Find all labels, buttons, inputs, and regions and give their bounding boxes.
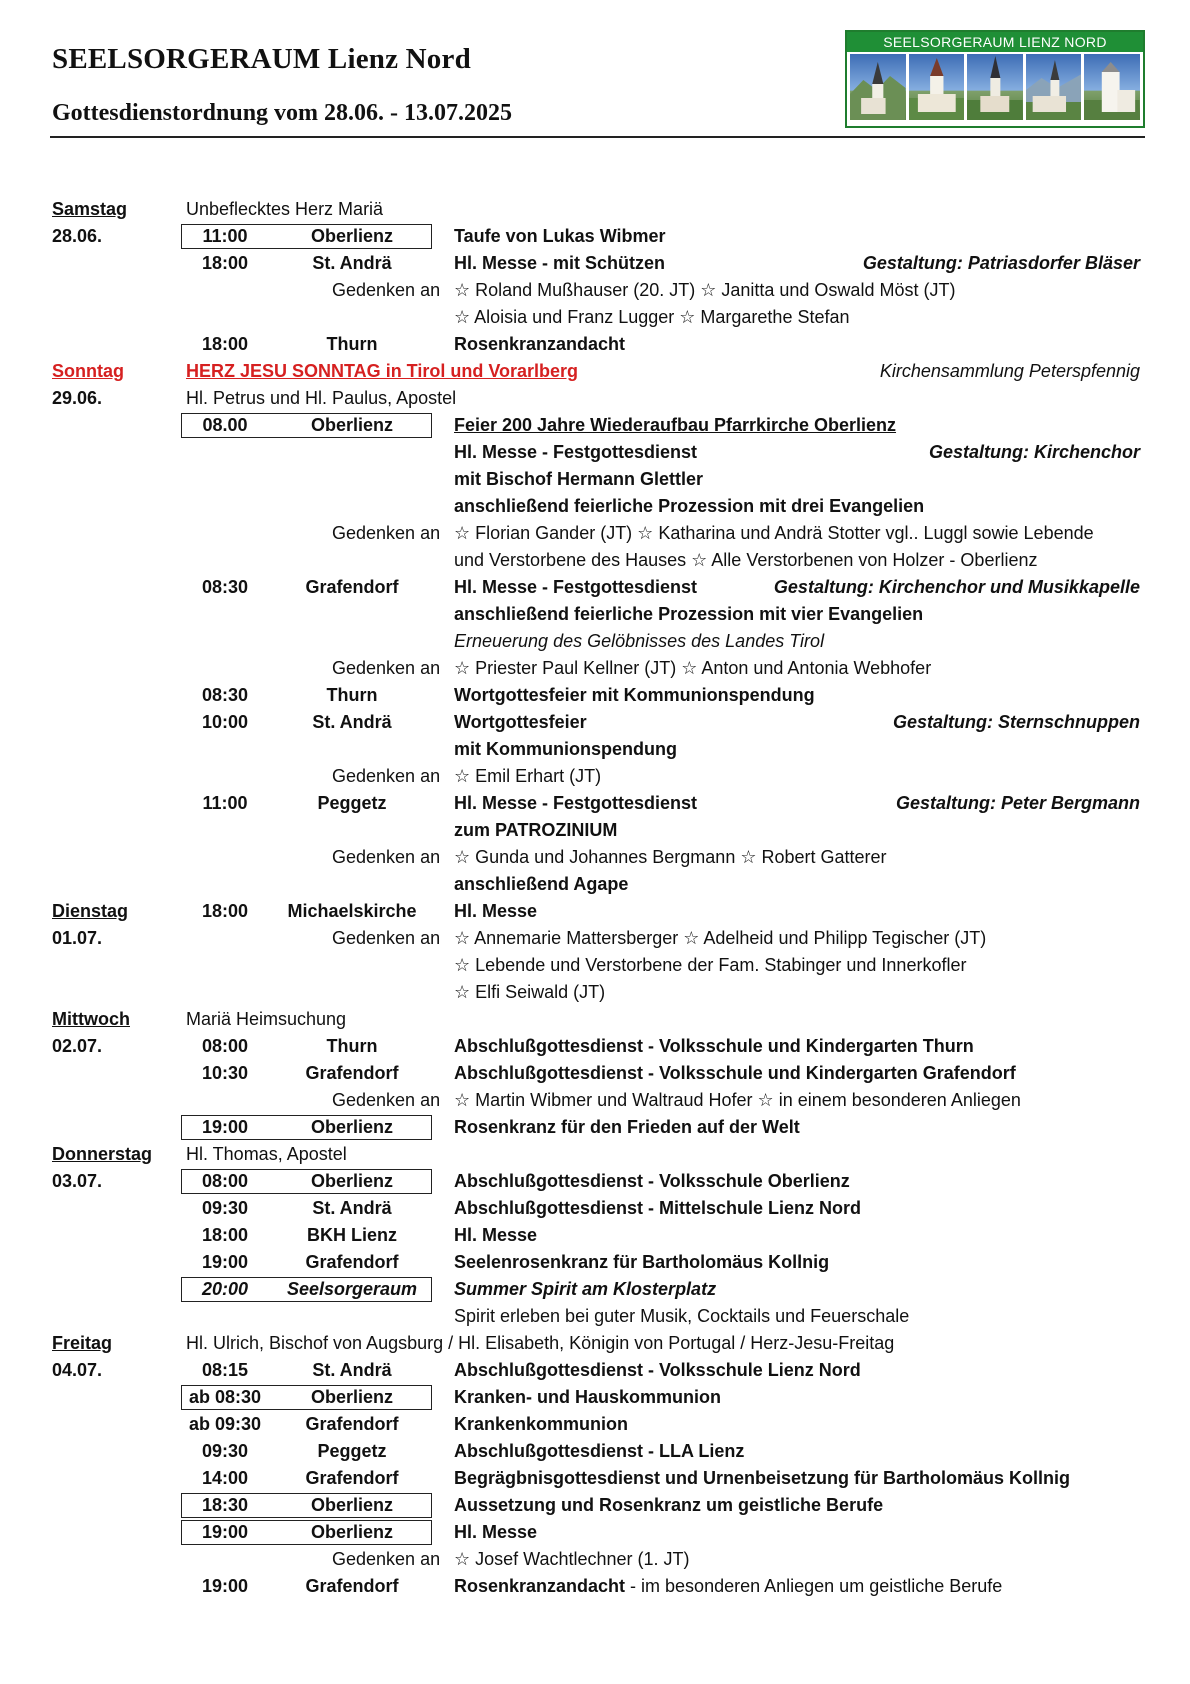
service-event: zum PATROZINIUM bbox=[454, 820, 618, 840]
service-time: 08:30 bbox=[201, 577, 249, 597]
gedenken-label: Gedenken an bbox=[332, 658, 441, 678]
day-date: 01.07. bbox=[52, 928, 103, 948]
day-name: Donnerstag bbox=[52, 1144, 153, 1164]
schedule-row bbox=[0, 979, 1190, 1006]
schedule-row bbox=[0, 1492, 1190, 1519]
gedenken-label: Gedenken an bbox=[332, 523, 441, 543]
service-time: 18:00 bbox=[201, 1225, 249, 1245]
schedule-row bbox=[0, 1222, 1190, 1249]
service-music: Gestaltung: Kirchenchor bbox=[928, 442, 1140, 462]
service-time: 08:30 bbox=[201, 685, 249, 705]
service-place: Thurn bbox=[326, 334, 378, 354]
service-event bbox=[454, 1573, 1002, 1600]
service-music: Gestaltung: Patriasdorfer Bläser bbox=[862, 253, 1140, 273]
schedule-row bbox=[0, 277, 1190, 304]
gedenken-names: ☆ Emil Erhart (JT) bbox=[454, 766, 602, 786]
schedule-row bbox=[0, 1006, 1190, 1033]
feast-day: Hl. Ulrich, Bischof von Augsburg / Hl. Elisabeth, Königin von Portugal / Herz-Jesu-Freitag bbox=[186, 1333, 895, 1353]
schedule-row bbox=[0, 871, 1190, 898]
service-event: Hl. Messe - Festgottesdienst bbox=[454, 793, 698, 813]
gedenken-names: ☆ Florian Gander (JT) ☆ Katharina und Andrä Stotter vgl.. Luggl sowie Lebende bbox=[454, 523, 1094, 543]
schedule-row bbox=[0, 1330, 1190, 1357]
gedenken-names: und Verstorbene des Hauses ☆ Alle Verstorbenen von Holzer - Oberlienz bbox=[454, 550, 1038, 570]
schedule-row bbox=[0, 925, 1190, 952]
document-subtitle: Gottesdienstordnung vom 28.06. - 13.07.2025 bbox=[52, 100, 513, 126]
schedule-row bbox=[0, 682, 1190, 709]
gedenken-names: ☆ Gunda und Johannes Bergmann ☆ Robert Gatterer bbox=[454, 847, 887, 867]
service-music: Gestaltung: Kirchenchor und Musikkapelle bbox=[773, 577, 1140, 597]
service-place: St. Andrä bbox=[312, 253, 392, 273]
service-event: Hl. Messe bbox=[454, 1522, 538, 1542]
service-event: anschließend feierliche Prozession mit drei Evangelien bbox=[454, 496, 925, 516]
service-time: 08:00 bbox=[201, 1036, 249, 1056]
service-music: Gestaltung: Peter Bergmann bbox=[895, 793, 1140, 813]
service-event: Aussetzung und Rosenkranz um geistliche Berufe bbox=[454, 1495, 884, 1515]
service-event: anschließend feierliche Prozession mit vier Evangelien bbox=[454, 604, 924, 624]
day-date: 28.06. bbox=[52, 226, 103, 246]
service-time: 09:30 bbox=[201, 1198, 249, 1218]
service-time: 11:00 bbox=[202, 793, 248, 813]
gedenken-names: ☆ Elfi Seiwald (JT) bbox=[454, 982, 606, 1002]
service-time: 20:00 bbox=[201, 1279, 249, 1299]
service-event: Abschlußgottesdienst - Volksschule Lienz Nord bbox=[454, 1360, 861, 1380]
service-place: Grafendorf bbox=[305, 1252, 399, 1272]
service-event: Feier 200 Jahre Wiederaufbau Pfarrkirche Oberlienz bbox=[454, 415, 897, 435]
service-place: Michaelskirche bbox=[287, 901, 417, 921]
schedule-row bbox=[0, 1438, 1190, 1465]
service-event: Hl. Messe - Festgottesdienst bbox=[454, 442, 698, 462]
service-place: Peggetz bbox=[317, 1441, 387, 1461]
schedule-row bbox=[0, 817, 1190, 844]
schedule-row bbox=[0, 709, 1190, 736]
schedule-row bbox=[0, 331, 1190, 358]
service-place: Peggetz bbox=[317, 793, 387, 813]
schedule-row bbox=[0, 1411, 1190, 1438]
gedenken-names: ☆ Roland Mußhauser (20. JT) ☆ Janitta und Oswald Möst (JT) bbox=[454, 280, 956, 300]
day-name: Sonntag bbox=[52, 361, 124, 381]
service-time: 18:00 bbox=[201, 901, 249, 921]
service-event: Abschlußgottesdienst - Mittelschule Lienz Nord bbox=[454, 1198, 862, 1218]
schedule-row bbox=[0, 1060, 1190, 1087]
service-time: 08:15 bbox=[201, 1360, 249, 1380]
service-time: 18:00 bbox=[201, 334, 249, 354]
service-time: 19:00 bbox=[201, 1117, 249, 1137]
service-event: Abschlußgottesdienst - LLA Lienz bbox=[454, 1441, 745, 1461]
service-time: 09:30 bbox=[201, 1441, 249, 1461]
gedenken-label: Gedenken an bbox=[332, 280, 441, 300]
feast-day: Mariä Heimsuchung bbox=[186, 1009, 347, 1029]
day-date: 02.07. bbox=[52, 1036, 103, 1056]
service-place: Grafendorf bbox=[305, 1414, 399, 1434]
gedenken-label: Gedenken an bbox=[332, 928, 441, 948]
day-name: Samstag bbox=[52, 199, 128, 219]
service-place: Oberlienz bbox=[310, 226, 394, 246]
schedule-row bbox=[0, 304, 1190, 331]
schedule-row bbox=[0, 898, 1190, 925]
service-place: St. Andrä bbox=[312, 1360, 392, 1380]
service-time: 08.00 bbox=[202, 415, 248, 435]
service-place: Grafendorf bbox=[305, 1468, 399, 1488]
service-place: Grafendorf bbox=[305, 1063, 399, 1083]
schedule-row bbox=[0, 1087, 1190, 1114]
schedule-row bbox=[0, 1114, 1190, 1141]
gedenken-names: ☆ Lebende und Verstorbene der Fam. Stabinger und Innerkofler bbox=[454, 955, 967, 975]
service-event: Taufe von Lukas Wibmer bbox=[454, 226, 666, 246]
service-place: St. Andrä bbox=[312, 712, 392, 732]
service-place: Grafendorf bbox=[305, 577, 399, 597]
feast-day: Unbeflecktes Herz Mariä bbox=[186, 199, 384, 219]
gedenken-names: ☆ Priester Paul Kellner (JT) ☆ Anton und Antonia Webhofer bbox=[454, 658, 932, 678]
schedule-row bbox=[0, 466, 1190, 493]
service-time: 10:30 bbox=[201, 1063, 249, 1083]
schedule-row bbox=[0, 385, 1190, 412]
schedule-row bbox=[0, 655, 1190, 682]
service-note: Erneuerung des Gelöbnisses des Landes Tirol bbox=[454, 631, 825, 651]
service-time: 19:00 bbox=[201, 1522, 249, 1542]
service-time: 19:00 bbox=[201, 1576, 249, 1596]
schedule-row bbox=[0, 1249, 1190, 1276]
service-place: Seelsorgeraum bbox=[286, 1279, 418, 1299]
service-place: Thurn bbox=[326, 685, 378, 705]
schedule-row bbox=[0, 1141, 1190, 1168]
schedule-row bbox=[0, 736, 1190, 763]
service-event: anschließend Agape bbox=[454, 874, 629, 894]
day-date: 03.07. bbox=[52, 1171, 103, 1191]
service-event: Hl. Messe - mit Schützen bbox=[454, 253, 666, 273]
service-event: Hl. Messe - Festgottesdienst bbox=[454, 577, 698, 597]
schedule-row bbox=[0, 1303, 1190, 1330]
gedenken-label: Gedenken an bbox=[332, 766, 441, 786]
schedule-row bbox=[0, 196, 1190, 223]
schedule-row bbox=[0, 1033, 1190, 1060]
service-event: Abschlußgottesdienst - Volksschule und Kindergarten Grafendorf bbox=[454, 1063, 1016, 1083]
schedule-row bbox=[0, 547, 1190, 574]
gedenken-names: ☆ Martin Wibmer und Waltraud Hofer ☆ in einem besonderen Anliegen bbox=[454, 1090, 1021, 1110]
service-time: 18:30 bbox=[201, 1495, 249, 1515]
service-note: Spirit erleben bei guter Musik, Cocktails und Feuerschale bbox=[454, 1306, 910, 1326]
schedule-row bbox=[0, 1276, 1190, 1303]
schedule-row bbox=[0, 574, 1190, 601]
schedule-row bbox=[0, 1357, 1190, 1384]
schedule-row bbox=[0, 601, 1190, 628]
day-name: Dienstag bbox=[52, 901, 129, 921]
schedule-row bbox=[0, 628, 1190, 655]
day-date: 04.07. bbox=[52, 1360, 103, 1380]
document-title: SEELSORGERAUM Lienz Nord bbox=[52, 43, 471, 75]
gedenken-names: ☆ Annemarie Mattersberger ☆ Adelheid und Philipp Tegischer (JT) bbox=[454, 928, 987, 948]
service-event: Hl. Messe bbox=[454, 1225, 538, 1245]
schedule-row bbox=[0, 1195, 1190, 1222]
schedule-row bbox=[0, 1384, 1190, 1411]
service-music: Gestaltung: Sternschnuppen bbox=[892, 712, 1140, 732]
service-place: Oberlienz bbox=[310, 1522, 394, 1542]
service-time: ab 09:30 bbox=[188, 1414, 262, 1434]
service-place: Grafendorf bbox=[305, 1576, 399, 1596]
gedenken-names: ☆ Aloisia und Franz Lugger ☆ Margarethe Stefan bbox=[454, 307, 850, 327]
feast-day: HERZ JESU SONNTAG in Tirol und Vorarlberg bbox=[186, 361, 579, 381]
service-event: Krankenkommunion bbox=[454, 1414, 629, 1434]
service-event: Abschlußgottesdienst - Volksschule Oberlienz bbox=[454, 1171, 850, 1191]
service-time: 19:00 bbox=[201, 1252, 249, 1272]
service-time: 08:00 bbox=[201, 1171, 249, 1191]
schedule-row bbox=[0, 223, 1190, 250]
service-event: Begrägbnisgottesdienst und Urnenbeisetzung für Bartholomäus Kollnig bbox=[454, 1468, 1071, 1488]
service-time: 10:00 bbox=[201, 712, 249, 732]
feast-day: Hl. Thomas, Apostel bbox=[186, 1144, 347, 1164]
schedule-row bbox=[0, 250, 1190, 277]
service-place: Oberlienz bbox=[310, 1117, 394, 1137]
service-time: 18:00 bbox=[201, 253, 249, 273]
logo-text: SEELSORGERAUM LIENZ NORD bbox=[847, 32, 1143, 52]
service-place: BKH Lienz bbox=[307, 1225, 397, 1245]
schedule-row bbox=[0, 520, 1190, 547]
service-place: Thurn bbox=[326, 1036, 378, 1056]
service-event: Summer Spirit am Klosterplatz bbox=[454, 1279, 717, 1299]
service-event: Kranken- und Hauskommunion bbox=[454, 1387, 722, 1407]
schedule-row bbox=[0, 1573, 1190, 1600]
service-time: 14:00 bbox=[201, 1468, 249, 1488]
service-event: Abschlußgottesdienst - Volksschule und Kindergarten Thurn bbox=[454, 1036, 974, 1056]
service-event: Rosenkranzandacht bbox=[454, 334, 626, 354]
schedule-row bbox=[0, 790, 1190, 817]
service-time: 11:00 bbox=[202, 226, 248, 246]
service-event: Seelenrosenkranz für Bartholomäus Kollnig bbox=[454, 1252, 830, 1272]
schedule-row bbox=[0, 1519, 1190, 1546]
schedule-row bbox=[0, 952, 1190, 979]
schedule-row bbox=[0, 1465, 1190, 1492]
gedenken-label: Gedenken an bbox=[332, 847, 441, 867]
gedenken-names: ☆ Josef Wachtlechner (1. JT) bbox=[454, 1549, 690, 1569]
service-place: Oberlienz bbox=[310, 1387, 394, 1407]
service-event: Hl. Messe bbox=[454, 901, 538, 921]
schedule-row bbox=[0, 412, 1190, 439]
service-place: St. Andrä bbox=[312, 1198, 392, 1218]
service-place: Oberlienz bbox=[310, 1171, 394, 1191]
schedule-row bbox=[0, 1168, 1190, 1195]
service-place: Oberlienz bbox=[310, 1495, 394, 1515]
service-event: Wortgottesfeier bbox=[454, 712, 587, 732]
service-time: ab 08:30 bbox=[188, 1387, 262, 1407]
service-event: Rosenkranz für den Frieden auf der Welt bbox=[454, 1117, 800, 1137]
gedenken-label: Gedenken an bbox=[332, 1090, 441, 1110]
schedule-row bbox=[0, 763, 1190, 790]
day-date: 29.06. bbox=[52, 388, 103, 408]
schedule-row bbox=[0, 844, 1190, 871]
service-event-note: - im besonderen Anliegen um geistliche Berufe bbox=[625, 1576, 1003, 1596]
gedenken-label: Gedenken an bbox=[332, 1549, 441, 1569]
service-event: mit Kommunionspendung bbox=[454, 739, 677, 759]
service-place: Oberlienz bbox=[310, 415, 394, 435]
collection-note: Kirchensammlung Peterspfennig bbox=[879, 361, 1140, 381]
feast-day: Hl. Petrus und Hl. Paulus, Apostel bbox=[186, 388, 457, 408]
day-name: Mittwoch bbox=[52, 1009, 130, 1029]
service-event: mit Bischof Hermann Glettler bbox=[454, 469, 704, 489]
service-event-title: Rosenkranzandacht bbox=[454, 1576, 626, 1596]
day-name: Freitag bbox=[52, 1333, 113, 1353]
schedule-row bbox=[0, 439, 1190, 466]
schedule-row bbox=[0, 1546, 1190, 1573]
schedule-row bbox=[0, 493, 1190, 520]
schedule-row bbox=[0, 358, 1190, 385]
service-event: Wortgottesfeier mit Kommunionspendung bbox=[454, 685, 815, 705]
